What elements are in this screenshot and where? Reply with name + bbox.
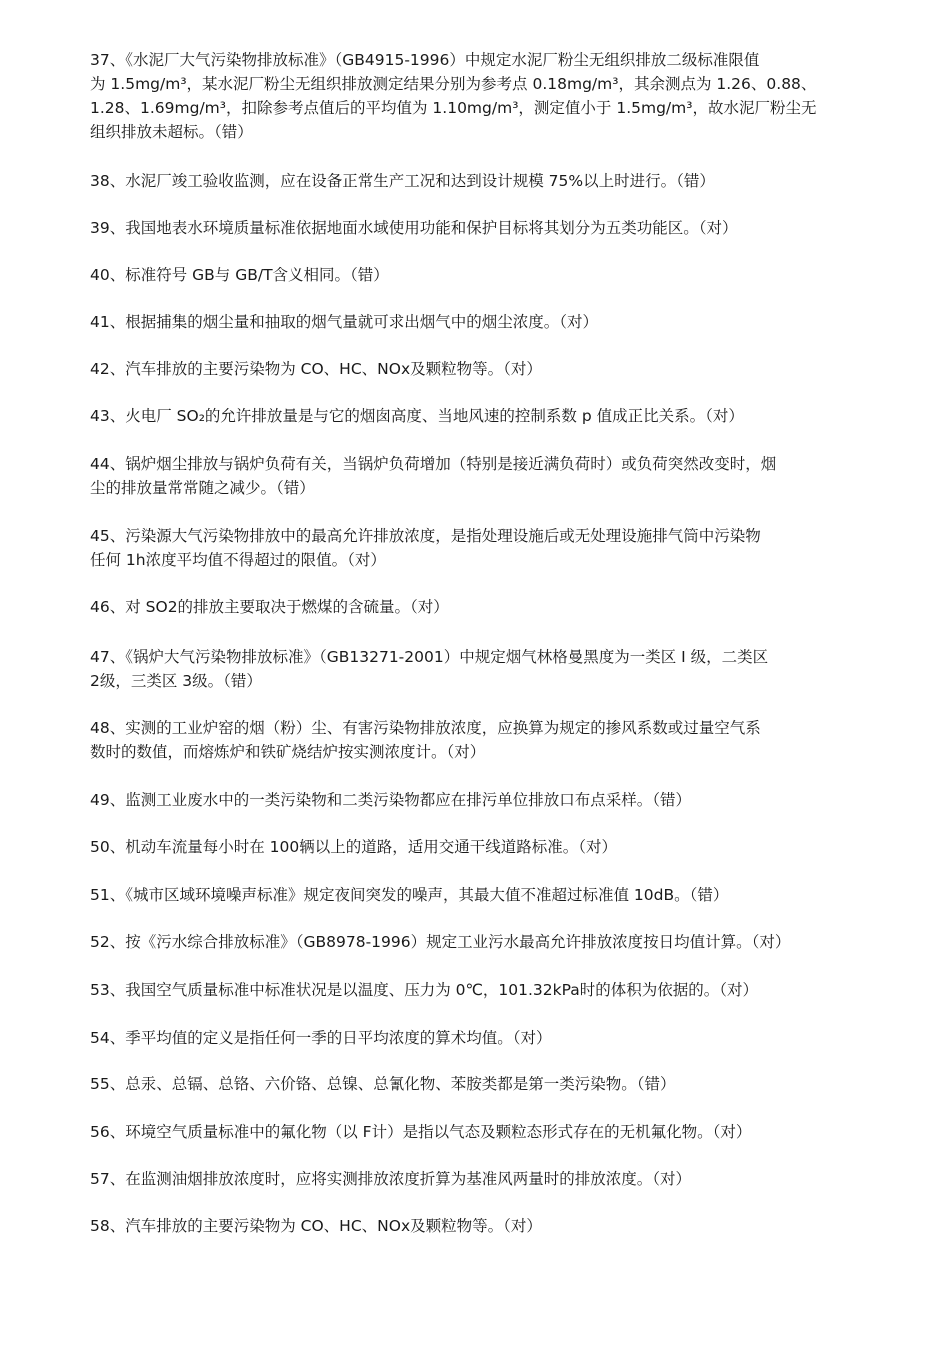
question-47-line-1: 47、《锅炉大气污染物排放标准》（GB13271-2001）中规定烟气林格曼黑度为一类区 I 级，二类区: [90, 648, 769, 666]
question-58: [90, 1214, 920, 1238]
question-48: [90, 716, 920, 764]
question-48-line-2: 数时的数值，而熔炼炉和铁矿烧结炉按实测浓度计。（对）: [90, 743, 486, 761]
question-45-line-1: 45、污染源大气污染物排放中的最高允许排放浓度，是指处理设施后或无处理设施排气筒中污染物: [90, 527, 761, 545]
question-54: [90, 1026, 920, 1050]
question-44-line-2: 尘的排放量常常随之减少。（错）: [90, 479, 315, 497]
question-56: [90, 1120, 920, 1144]
question-38: [90, 169, 920, 193]
question-54-line-1: 54、季平均值的定义是指任何一季的日平均浓度的算术均值。（对）: [90, 1029, 552, 1047]
question-40: [90, 263, 920, 287]
question-41-line-1: 41、根据捕集的烟尘量和抽取的烟气量就可求出烟气中的烟尘浓度。（对）: [90, 313, 598, 331]
question-44: [90, 452, 920, 500]
question-53-line-1: 53、我国空气质量标准中标准状况是以温度、压力为 0℃，101.32kPa时的体积为依据的。（对）: [90, 981, 759, 999]
question-50-line-1: 50、机动车流量每小时在 100辆以上的道路，适用交通干线道路标准。（对）: [90, 838, 617, 856]
question-51: [90, 883, 920, 907]
question-43: [90, 404, 920, 428]
question-49: [90, 788, 920, 812]
question-55: [90, 1072, 920, 1096]
question-40-line-1: 40、标准符号 GB与 GB/T含义相同。（错）: [90, 266, 389, 284]
question-37-line-4: 组织排放未超标。（错）: [90, 123, 253, 141]
question-47: [90, 645, 920, 693]
question-51-line-1: 51、《城市区域环境噪声标准》规定夜间突发的噪声，其最大值不准超过标准值 10dB。（错）: [90, 886, 729, 904]
question-53: [90, 978, 920, 1002]
question-39-line-1: 39、我国地表水环境质量标准依据地面水域使用功能和保护目标将其划分为五类功能区。（对）: [90, 219, 738, 237]
question-42-line-1: 42、汽车排放的主要污染物为 CO、HC、NOx及颗粒物等。（对）: [90, 360, 542, 378]
question-45-line-2: 任何 1h浓度平均值不得超过的限值。（对）: [90, 551, 386, 569]
question-39: [90, 216, 920, 240]
question-55-line-1: 55、总汞、总镉、总铬、六价铬、总镍、总氰化物、苯胺类都是第一类污染物。（错）: [90, 1075, 676, 1093]
question-41: [90, 310, 920, 334]
question-52: [90, 930, 920, 954]
question-43-line-1: 43、火电厂 SO₂的允许排放量是与它的烟囱高度、当地风速的控制系数 p 值成正比关系。（对）: [90, 407, 744, 425]
question-50: [90, 835, 920, 859]
question-48-line-1: 48、实测的工业炉窑的烟（粉）尘、有害污染物排放浓度，应换算为规定的掺风系数或过量空气系: [90, 719, 761, 737]
question-38-line-1: 38、水泥厂竣工验收监测，应在设备正常生产工况和达到设计规模 75%以上时进行。（错）: [90, 172, 715, 190]
question-37: [90, 48, 920, 144]
question-45: [90, 524, 920, 572]
question-44-line-1: 44、锅炉烟尘排放与锅炉负荷有关，当锅炉负荷增加（特别是接近满负荷时）或负荷突然改变时，烟: [90, 455, 777, 473]
question-56-line-1: 56、环境空气质量标准中的氟化物（以 F计）是指以气态及颗粒态形式存在的无机氟化物。（对）: [90, 1123, 752, 1141]
question-49-line-1: 49、监测工业废水中的一类污染物和二类污染物都应在排污单位排放口布点采样。（错）: [90, 791, 691, 809]
question-47-line-2: 2级，三类区 3级。（错）: [90, 672, 262, 690]
question-57: [90, 1167, 920, 1191]
question-37-line-1: 37、《水泥厂大气污染物排放标准》（GB4915-1996）中规定水泥厂粉尘无组织排放二级标准限值: [90, 51, 760, 69]
question-37-line-2: 为 1.5mg/m³，某水泥厂粉尘无组织排放测定结果分别为参考点 0.18mg/m³，其余测点为 1.26、0.88、: [90, 75, 817, 93]
question-46-line-1: 46、对 SO2的排放主要取决于燃煤的含硫量。（对）: [90, 598, 449, 616]
question-58-line-1: 58、汽车排放的主要污染物为 CO、HC、NOx及颗粒物等。（对）: [90, 1217, 542, 1235]
question-52-line-1: 52、按《污水综合排放标准》（GB8978-1996）规定工业污水最高允许排放浓度按日均值计算。（对）: [90, 933, 791, 951]
question-57-line-1: 57、在监测油烟排放浓度时，应将实测排放浓度折算为基准风两量时的排放浓度。（对）: [90, 1170, 691, 1188]
question-42: [90, 357, 920, 381]
question-37-line-3: 1.28、1.69mg/m³，扣除参考点值后的平均值为 1.10mg/m³，测定值小于 1.5mg/m³，故水泥厂粉尘无: [90, 99, 817, 117]
question-46: [90, 595, 920, 619]
